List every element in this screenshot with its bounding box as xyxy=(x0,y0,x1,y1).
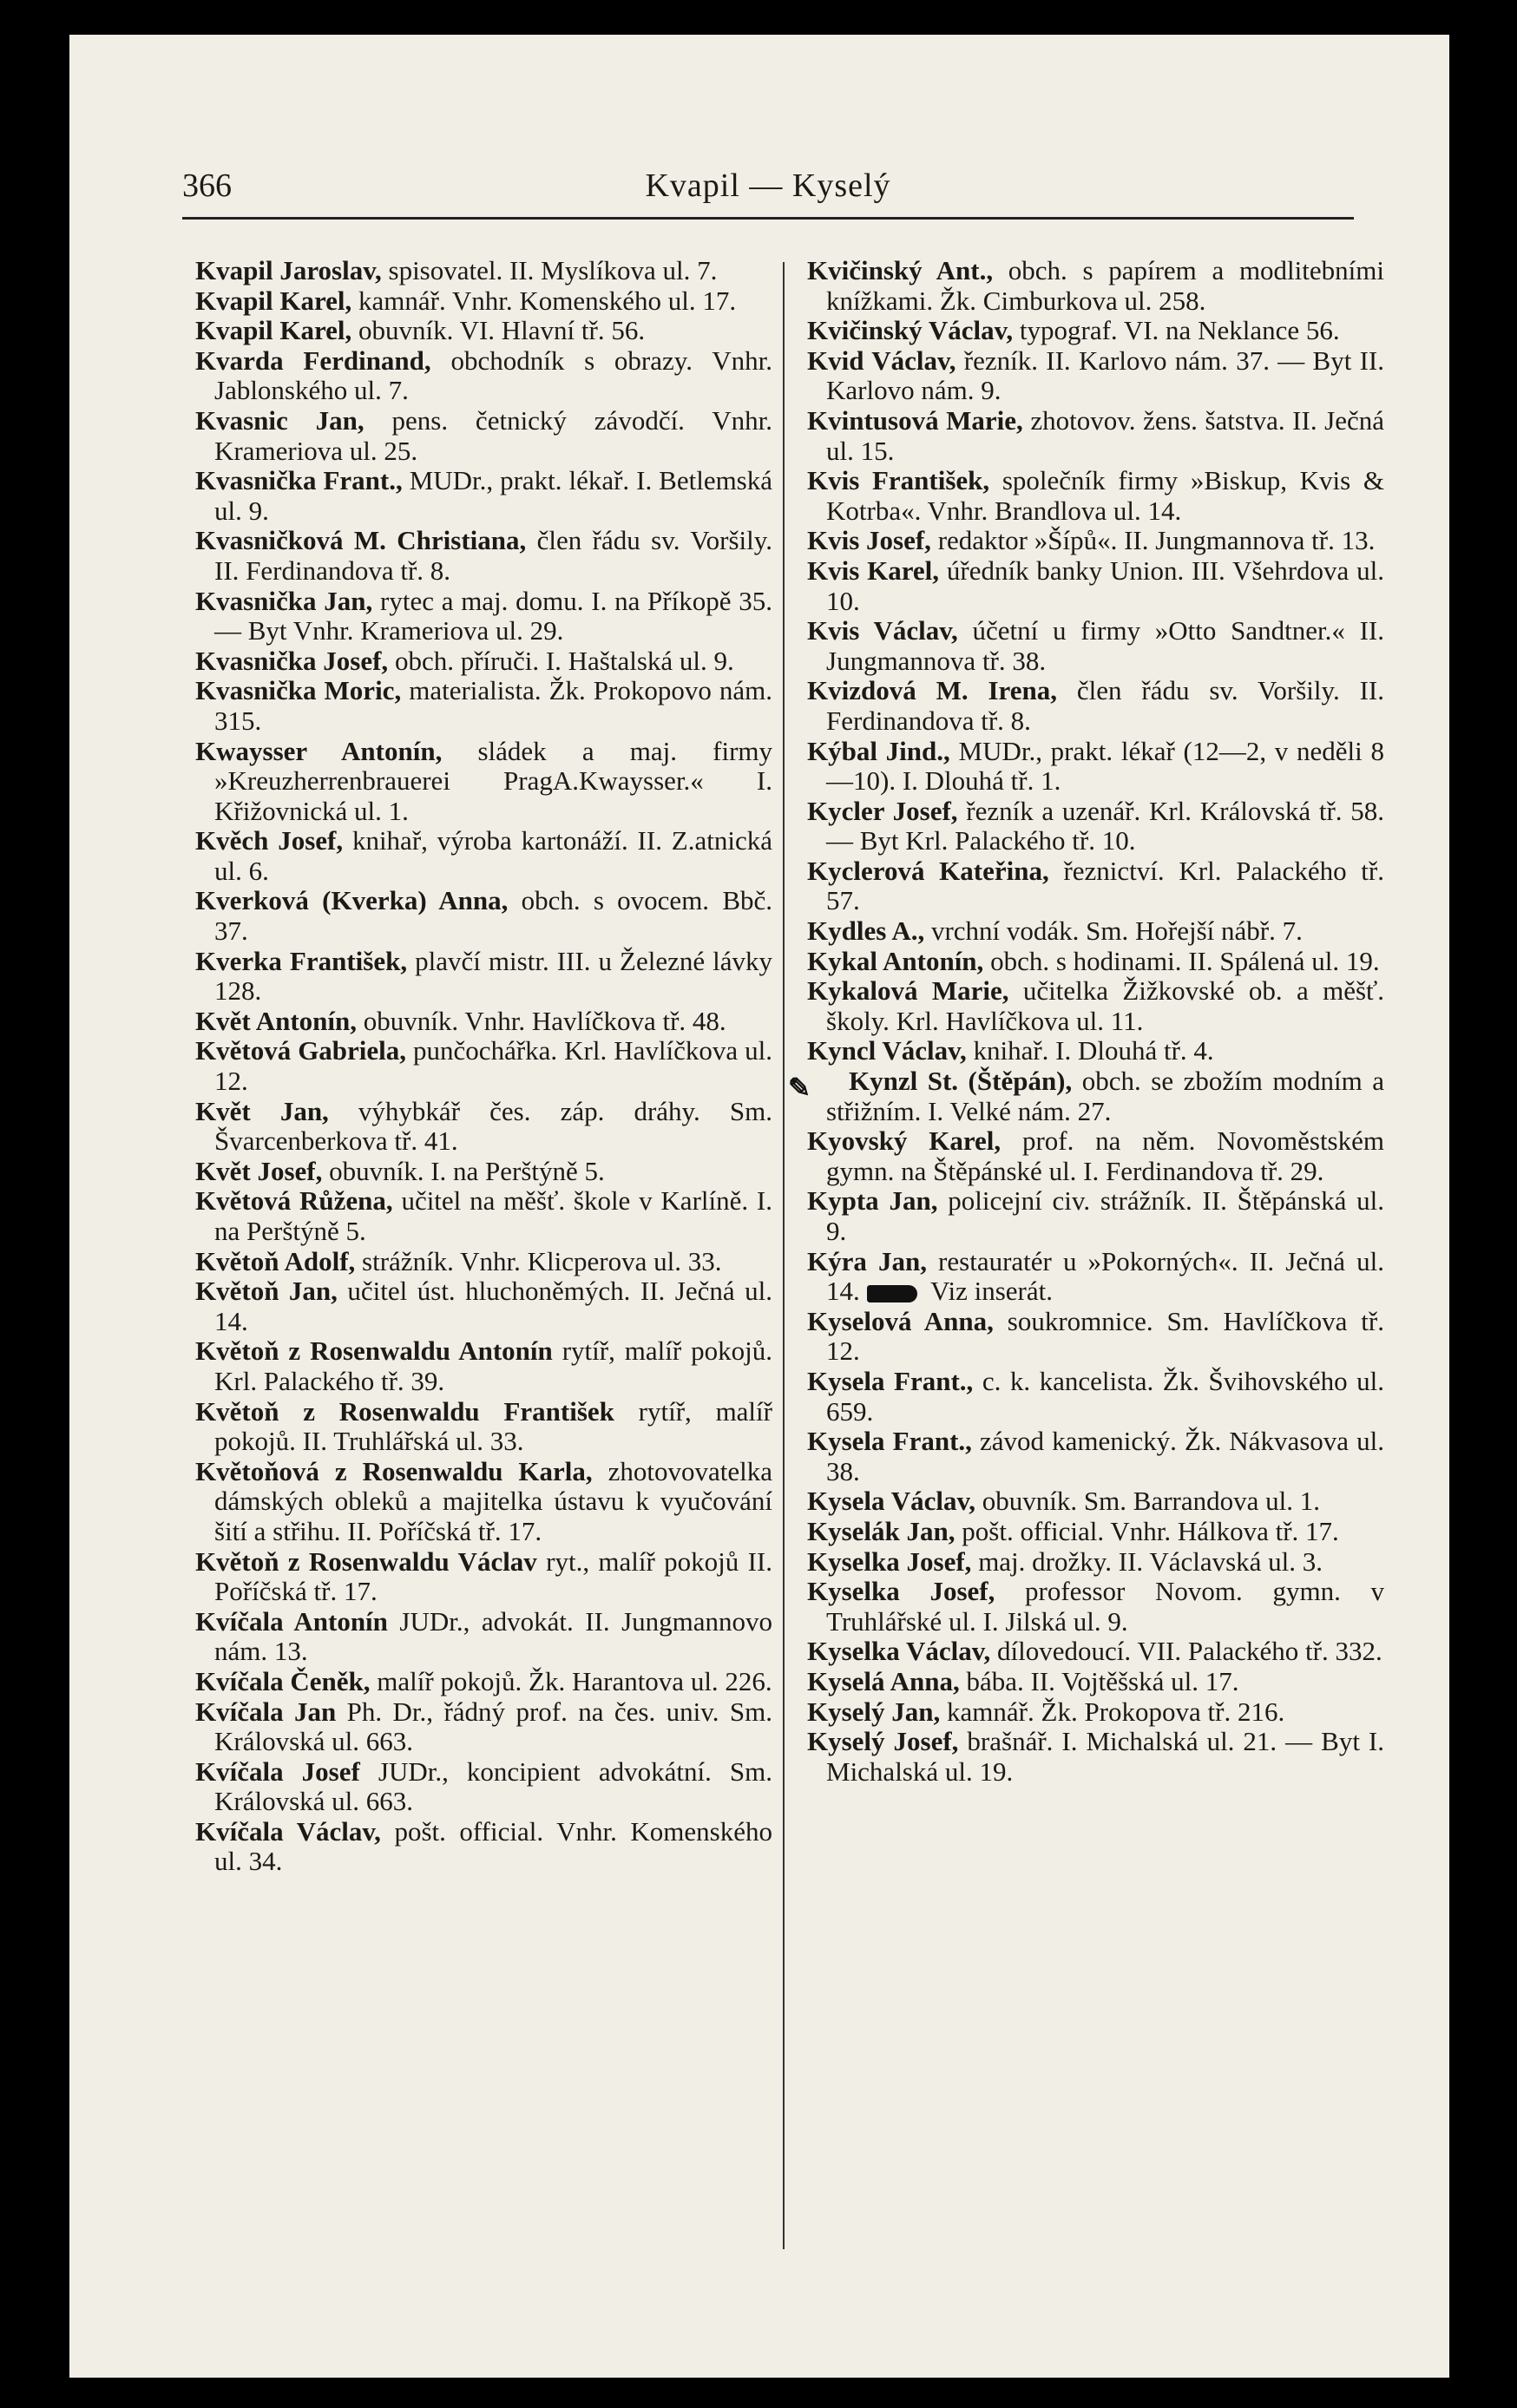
entry-name: Květoň Adolf, xyxy=(195,1245,356,1276)
entry-details: spisovatel. II. Myslíkova ul. 7. xyxy=(381,255,718,285)
entry-name: Květová Růžena, xyxy=(195,1185,393,1217)
directory-entry xyxy=(195,1186,772,1246)
entry-details: ryt., malíř pokojů II. Poříčská tř. 17. xyxy=(214,1545,772,1607)
entry-name: Kvíčala Jan xyxy=(195,1696,337,1727)
directory-entry xyxy=(195,886,772,946)
directory-entry xyxy=(807,1577,1384,1637)
entry-details: vrchní vodák. Sm. Hořejší nábř. 7. xyxy=(924,915,1303,947)
entry-name: Kysela Václav, xyxy=(807,1486,976,1517)
directory-entry xyxy=(195,406,772,466)
entry-note: Viz inserát. xyxy=(923,1276,1053,1307)
directory-entry xyxy=(195,526,772,586)
entry-name: Kyselka Josef, xyxy=(807,1576,995,1607)
directory-entry xyxy=(195,947,772,1007)
page-number: 366 xyxy=(182,167,232,204)
directory-entry xyxy=(807,1517,1384,1547)
entry-name: Květ Josef, xyxy=(195,1155,323,1186)
directory-page xyxy=(69,35,1449,2378)
entry-name: Květoň z Rosenwaldu Antonín xyxy=(195,1335,553,1367)
entry-name: Květová Gabriela, xyxy=(195,1035,407,1066)
entry-details: brašnář. I. Michalská ul. 21. — Byt I. Michalská ul. 19. xyxy=(826,1726,1384,1787)
directory-entry xyxy=(195,1157,772,1187)
directory-entry xyxy=(195,1457,772,1547)
entry-details: MUDr., prakt. lékař. I. Betlemská ul. 9. xyxy=(214,465,773,526)
entry-name: Kwaysser Antonín, xyxy=(195,735,443,766)
entry-details: professor Novom. gymn. v Truhlářské ul. I. Jilská ul. 9. xyxy=(826,1576,1384,1637)
entry-details: učitel na měšť. škole v Karlíně. I. na Perštýně 5. xyxy=(214,1185,772,1246)
entry-name: Kyselová Anna, xyxy=(807,1305,994,1336)
entry-name: Kvid Václav, xyxy=(807,344,956,376)
left-column xyxy=(195,256,772,1877)
pointing-mark-icon: ✎ xyxy=(788,1072,811,1103)
entry-details: závod kamenický. Žk. Nákvasova ul. 38. xyxy=(826,1426,1384,1486)
entry-details: obch. s papírem a modlitebními knížkami. Žk. Cimburkova ul. 258. xyxy=(826,255,1384,316)
entry-details: JUDr., advokát. II. Jungmannovo nám. 13. xyxy=(214,1605,772,1667)
entry-details: Ph. Dr., řádný prof. na čes. univ. Sm. Královská ul. 663. xyxy=(214,1696,773,1757)
entry-name: Kvasničková M. Christiana, xyxy=(195,525,527,556)
directory-entry xyxy=(195,1547,772,1607)
entry-name: Kyncl Václav, xyxy=(807,1035,967,1066)
entry-details: společník firmy »Biskup, Kvis & Kotrba«. Vnhr. Brandlova ul. 14. xyxy=(826,465,1384,526)
entry-details: rytíř, malíř pokojů. II. Truhlářská ul. 33. xyxy=(214,1395,772,1457)
entry-details: strážník. Vnhr. Klicperova ul. 33. xyxy=(355,1245,722,1276)
entry-details: zhotovovatelka dámských obleků a majitelka ústavu k vyučování šití a střihu. II. Poříčská tř. 17. xyxy=(214,1455,772,1546)
entry-details: punčochářka. Krl. Havlíčkova ul. 12. xyxy=(214,1035,772,1097)
entry-name: Kvičinský Ant., xyxy=(807,255,994,285)
directory-entry xyxy=(807,1486,1384,1517)
entry-name: Květ Antonín, xyxy=(195,1005,358,1036)
entry-details: učitelka Žižkovské ob. a měšť. školy. Krl. Havlíčkova ul. 11. xyxy=(826,975,1385,1036)
entry-details: řezník. II. Karlovo nám. 37. — Byt II. Karlovo nám. 9. xyxy=(826,344,1384,406)
right-column xyxy=(788,255,1385,1787)
entry-name: Kyovský Karel, xyxy=(807,1125,1001,1157)
entry-details: úředník banky Union. III. Všehrdova ul. 10. xyxy=(826,554,1384,616)
entry-details: obuvník. VI. Hlavní tř. 56. xyxy=(351,315,646,346)
entry-name: Kysela Frant., xyxy=(807,1426,972,1457)
entry-name: Kýbal Jind., xyxy=(807,735,950,766)
entry-details: typograf. VI. na Neklance 56. xyxy=(1013,315,1340,346)
entry-name: Kycler Josef, xyxy=(807,795,958,826)
directory-entry xyxy=(807,1637,1384,1667)
entry-details: člen řádu sv. Voršily. II. Ferdinandova tř. 8. xyxy=(214,525,773,586)
entry-details: restauratér u »Pokorných«. II. Ječná ul. 14. xyxy=(826,1245,1384,1307)
entry-name: Kykal Antonín, xyxy=(807,945,984,976)
running-head: Kvapil — Kyselý xyxy=(645,167,891,204)
entry-details: policejní civ. strážník. II. Štěpánská ul. 9. xyxy=(826,1185,1385,1246)
directory-entry xyxy=(807,1186,1384,1246)
entry-details: knihař. I. Dlouhá tř. 4. xyxy=(966,1035,1214,1066)
entry-name: Květoň z Rosenwaldu Václav xyxy=(195,1545,537,1577)
entry-name: Kverková (Kverka) Anna, xyxy=(195,885,509,916)
directory-entry xyxy=(195,1007,772,1037)
directory-entry xyxy=(807,1126,1384,1186)
entry-name: Kvíčala Antonín xyxy=(195,1605,388,1637)
entry-details: sládek a maj. firmy »Kreuzherrenbrauerei PragA.Kwaysser.« I. Křižovnická ul. 1. xyxy=(214,735,773,826)
directory-entry xyxy=(807,1307,1384,1367)
page-header xyxy=(182,156,1354,220)
entry-details: rytec a maj. domu. I. na Příkopě 35. — Byt Vnhr. Krameriova ul. 29. xyxy=(214,585,772,646)
entry-name: Květoň z Rosenwaldu František xyxy=(195,1395,614,1427)
directory-entry xyxy=(195,1667,772,1697)
entry-name: Kvasnička Josef, xyxy=(195,645,389,676)
entry-name: Kvintusová Marie, xyxy=(807,404,1023,436)
entry-name: Kvasnička Moric, xyxy=(195,675,402,706)
directory-entry xyxy=(195,1697,772,1757)
directory-entry xyxy=(807,1697,1384,1728)
directory-entry xyxy=(807,526,1384,556)
entry-name: Kvapil Karel, xyxy=(195,285,352,316)
entry-details: pošt. official. Vnhr. Komenského ul. 34. xyxy=(214,1815,772,1877)
directory-entry xyxy=(195,316,772,346)
directory-entry xyxy=(807,947,1384,977)
directory-entry xyxy=(807,316,1384,346)
entry-details: obch. příruči. I. Haštalská ul. 9. xyxy=(388,645,734,676)
entry-name: Kyselák Jan, xyxy=(807,1515,956,1546)
entry-name: Kvasnička Jan, xyxy=(195,585,373,616)
directory-entry xyxy=(807,1727,1384,1787)
entry-name: Kvis František, xyxy=(807,465,990,496)
entry-details: kamnář. Žk. Prokopova tř. 216. xyxy=(940,1696,1285,1727)
column-divider xyxy=(783,262,785,2249)
entry-details: řezník a uzenář. Krl. Královská tř. 58. — Byt Krl. Palackého tř. 10. xyxy=(826,795,1385,856)
directory-entry xyxy=(807,797,1384,856)
directory-entry xyxy=(195,1607,772,1667)
entry-details: obch. se zbožím modním a střižním. I. Velké nám. 27. xyxy=(826,1066,1384,1126)
entry-name: Kvasnic Jan, xyxy=(195,404,364,436)
entry-details: kamnář. Vnhr. Komenského ul. 17. xyxy=(351,285,737,316)
entry-name: Kyclerová Kateřina, xyxy=(807,855,1049,886)
entry-name: Kvis Josef, xyxy=(807,525,931,556)
entry-details: plavčí mistr. III. u Železné lávky 128. xyxy=(214,945,773,1007)
entry-details: prof. na něm. Novoměstském gymn. na Štěpánské ul. I. Ferdinandova tř. 29. xyxy=(826,1125,1384,1186)
directory-entry xyxy=(807,406,1384,466)
directory-entry xyxy=(195,1757,772,1817)
entry-name: Kvapil Jaroslav, xyxy=(195,255,382,285)
directory-entry xyxy=(195,587,772,646)
entry-name: Kyselá Anna, xyxy=(807,1665,960,1696)
entry-name: Kvizdová M. Irena, xyxy=(807,675,1058,706)
directory-entry xyxy=(195,737,772,827)
directory-entry xyxy=(195,1397,772,1457)
entry-details: knihař, výroba kartonáží. II. Z.atnická ul. 6. xyxy=(214,825,772,886)
directory-entry xyxy=(807,466,1384,526)
entry-details: soukromnice. Sm. Havlíčkova tř. 12. xyxy=(826,1305,1384,1367)
entry-details: pens. četnický závodčí. Vnhr. Krameriova ul. 25. xyxy=(214,404,772,466)
entry-name: Kvičinský Václav, xyxy=(807,315,1014,346)
directory-entry xyxy=(788,1066,1384,1126)
directory-entry xyxy=(195,346,772,406)
directory-entry xyxy=(195,676,772,736)
directory-entry xyxy=(807,346,1384,406)
directory-entry xyxy=(807,1247,1384,1307)
directory-entry xyxy=(195,1097,772,1157)
entry-name: Kýra Jan, xyxy=(807,1245,927,1276)
entry-details: obuvník. Vnhr. Havlíčkova tř. 48. xyxy=(357,1005,726,1036)
directory-entry xyxy=(195,826,772,886)
directory-entry xyxy=(807,1547,1384,1578)
directory-entry xyxy=(195,1036,772,1096)
entry-name: Kyselý Jan, xyxy=(807,1696,941,1727)
entry-name: Kvěch Josef, xyxy=(195,825,344,856)
directory-entry xyxy=(807,856,1384,916)
entry-name: Kyselý Josef, xyxy=(807,1726,959,1757)
directory-entry xyxy=(195,1817,772,1877)
entry-name: Květ Jan, xyxy=(195,1095,329,1126)
entry-name: Kysela Frant., xyxy=(807,1365,974,1396)
directory-entry xyxy=(807,1667,1384,1697)
entry-details: řeznictví. Krl. Palackého tř. 57. xyxy=(826,855,1384,916)
entry-details: obch. s ovocem. Bbč. 37. xyxy=(214,885,772,947)
entry-details: JUDr., koncipient advokátní. Sm. Královská ul. 663. xyxy=(214,1755,773,1817)
entry-name: Kynzl St. (Štěpán), xyxy=(849,1066,1073,1097)
entry-details: účetní u firmy »Otto Sandtner.« II. Jungmannova tř. 38. xyxy=(826,615,1384,676)
directory-entry xyxy=(195,1336,772,1396)
entry-details: c. k. kancelista. Žk. Švihovského ul. 659. xyxy=(826,1365,1384,1427)
entry-name: Kvíčala Václav, xyxy=(195,1815,381,1847)
entry-name: Kvis Václav, xyxy=(807,615,958,646)
entry-name: Kyselka Josef, xyxy=(807,1545,972,1577)
entry-name: Kykalová Marie, xyxy=(807,975,1009,1007)
entry-details: pošt. official. Vnhr. Hálkova tř. 17. xyxy=(955,1515,1339,1546)
entry-name: Kyselka Václav, xyxy=(807,1636,991,1667)
directory-entry xyxy=(807,1036,1384,1066)
directory-entry xyxy=(807,556,1384,616)
entry-details: MUDr., prakt. lékař (12—2, v neděli 8—10). I. Dlouhá tř. 1. xyxy=(826,735,1384,797)
pointing-hand-icon xyxy=(867,1285,917,1302)
entry-name: Kypta Jan, xyxy=(807,1185,938,1217)
entry-details: obuvník. Sm. Barrandova ul. 1. xyxy=(975,1486,1320,1517)
directory-entry xyxy=(807,916,1384,947)
directory-entry xyxy=(195,286,772,317)
entry-details: zhotovov. žens. šatstva. II. Ječná ul. 15. xyxy=(826,404,1384,466)
entry-name: Kvapil Karel, xyxy=(195,315,352,346)
directory-entry xyxy=(807,1427,1384,1486)
entry-details: dílovedoucí. VII. Palackého tř. 332. xyxy=(990,1636,1382,1667)
entry-details: maj. drožky. II. Václavská ul. 3. xyxy=(971,1545,1323,1577)
entry-details: výhybkář čes. záp. dráhy. Sm. Švarcenberkova tř. 41. xyxy=(214,1095,773,1157)
entry-details: obchodník s obrazy. Vnhr. Jablonského ul. 7. xyxy=(214,344,772,406)
entry-details: člen řádu sv. Voršily. II. Ferdinandova tř. 8. xyxy=(826,675,1385,736)
directory-entry xyxy=(807,616,1384,676)
entry-details: malíř pokojů. Žk. Harantova ul. 226. xyxy=(370,1665,772,1696)
directory-entry xyxy=(195,646,772,677)
entry-details: obuvník. I. na Perštýně 5. xyxy=(322,1155,605,1186)
entry-name: Kvasnička Frant., xyxy=(195,465,403,496)
directory-entry xyxy=(807,737,1384,797)
directory-entry xyxy=(195,466,772,526)
directory-entry xyxy=(807,676,1384,736)
entry-name: Kydles A., xyxy=(807,915,925,947)
entry-details: učitel úst. hluchoněmých. II. Ječná ul. 14. xyxy=(214,1276,772,1336)
directory-entry xyxy=(195,1247,772,1277)
entry-name: Kvis Karel, xyxy=(807,554,940,586)
directory-entry xyxy=(807,256,1384,316)
entry-name: Kverka František, xyxy=(195,945,408,976)
entry-name: Květoň Jan, xyxy=(195,1276,338,1307)
entry-details: bába. II. Vojtěšská ul. 17. xyxy=(959,1665,1239,1696)
entry-name: Kvíčala Čeněk, xyxy=(195,1665,371,1696)
entry-name: Kvarda Ferdinand, xyxy=(195,344,431,376)
directory-entry xyxy=(195,256,772,286)
entry-details: materialista. Žk. Prokopovo nám. 315. xyxy=(214,675,773,736)
entry-name: Kvíčala Josef xyxy=(195,1755,360,1787)
entry-details: rytíř, malíř pokojů. Krl. Palackého tř. 39. xyxy=(214,1335,772,1396)
directory-entry xyxy=(807,976,1384,1036)
directory-entry xyxy=(195,1276,772,1336)
entry-details: obch. s hodinami. II. Spálená ul. 19. xyxy=(983,945,1380,976)
directory-entry xyxy=(807,1367,1384,1427)
entry-details: redaktor »Šípů«. II. Jungmannova tř. 13. xyxy=(930,525,1376,556)
entry-name: Květoňová z Rosenwaldu Karla, xyxy=(195,1455,593,1486)
